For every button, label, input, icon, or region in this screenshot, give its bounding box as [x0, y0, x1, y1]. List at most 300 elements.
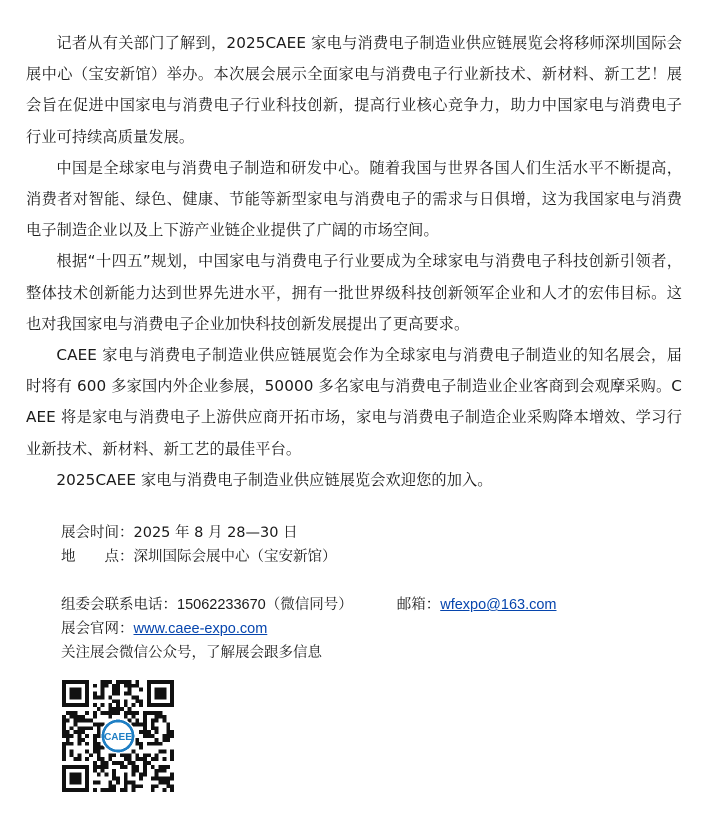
- qr-module: [139, 773, 143, 777]
- qr-module: [166, 726, 170, 730]
- qr-module: [62, 750, 66, 754]
- qr-module: [116, 707, 120, 711]
- qr-module: [77, 742, 81, 746]
- qr-module: [147, 761, 151, 765]
- qr-module: [93, 684, 97, 688]
- qr-module: [101, 680, 105, 684]
- qr-module: [85, 726, 89, 730]
- qr-module: [85, 757, 89, 761]
- qr-module: [116, 703, 120, 707]
- qr-module: [170, 750, 174, 754]
- qr-module: [159, 777, 163, 781]
- qr-module: [135, 684, 139, 688]
- qr-module: [135, 680, 139, 684]
- qr-module: [135, 719, 139, 723]
- qr-module: [101, 761, 105, 765]
- qr-module: [97, 746, 101, 750]
- qr-module: [124, 684, 128, 688]
- qr-module: [70, 742, 74, 746]
- qr-module: [166, 738, 170, 742]
- qr-module: [124, 715, 128, 719]
- qr-module: [155, 730, 159, 734]
- qr-module: [77, 719, 81, 723]
- qr-module: [166, 730, 170, 734]
- qr-module: [151, 788, 155, 792]
- qr-module: [62, 757, 66, 761]
- qr-module: [132, 684, 136, 688]
- qr-module: [70, 726, 74, 730]
- qr-module: [151, 742, 155, 746]
- qr-module: [116, 780, 120, 784]
- qr-module: [166, 777, 170, 781]
- qr-module: [166, 765, 170, 769]
- qr-module: [143, 719, 147, 723]
- qr-module: [132, 780, 136, 784]
- qr-module: [135, 765, 139, 769]
- qr-module: [74, 711, 78, 715]
- qr-module: [139, 777, 143, 781]
- qr-module: [66, 711, 70, 715]
- qr-module: [66, 730, 70, 734]
- qr-module: [155, 757, 159, 761]
- qr-module: [124, 753, 128, 757]
- qr-module: [112, 688, 116, 692]
- qr-module: [62, 753, 66, 757]
- qr-module: [70, 753, 74, 757]
- event-time: [61, 521, 682, 545]
- qr-module: [120, 753, 124, 757]
- qr-module: [89, 719, 93, 723]
- qr-module: [143, 753, 147, 757]
- phone-note: （微信同号）: [265, 597, 353, 614]
- qr-module: [77, 715, 81, 719]
- qr-module: [128, 780, 132, 784]
- qr-module: [135, 753, 139, 757]
- qr-module: [85, 742, 89, 746]
- qr-finder-top-right: [147, 680, 174, 707]
- qr-module: [155, 742, 159, 746]
- qr-module: [93, 695, 97, 699]
- qr-module: [97, 695, 101, 699]
- qr-module: [108, 757, 112, 761]
- qr-module: [93, 765, 97, 769]
- qr-module: [81, 730, 85, 734]
- qr-module: [93, 742, 97, 746]
- qr-module: [62, 719, 66, 723]
- qr-module: [124, 784, 128, 788]
- email-link[interactable]: wfexpo@163.com: [440, 597, 557, 614]
- qr-module: [93, 750, 97, 754]
- qr-module: [62, 742, 66, 746]
- qr-module: [135, 769, 139, 773]
- qr-module: [132, 788, 136, 792]
- qr-module: [128, 711, 132, 715]
- qr-module: [97, 753, 101, 757]
- email-label: 邮箱：: [396, 597, 441, 614]
- qr-module: [162, 769, 166, 773]
- qr-module: [155, 711, 159, 715]
- qr-module: [151, 726, 155, 730]
- qr-module: [70, 711, 74, 715]
- qr-module: [85, 750, 89, 754]
- qr-module: [101, 711, 105, 715]
- qr-module: [147, 711, 151, 715]
- qr-module: [120, 765, 124, 769]
- qr-module: [155, 784, 159, 788]
- qr-module: [162, 780, 166, 784]
- qr-module: [62, 734, 66, 738]
- qr-module: [170, 753, 174, 757]
- qr-finder-top-left: [62, 680, 89, 707]
- qr-module: [143, 757, 147, 761]
- qr-module: [143, 726, 147, 730]
- qr-module: [93, 692, 97, 696]
- qr-module: [97, 730, 101, 734]
- qr-module: [162, 757, 166, 761]
- qr-module: [101, 684, 105, 688]
- qr-module: [112, 692, 116, 696]
- qr-module: [108, 753, 112, 757]
- qr-module: [112, 761, 116, 765]
- qr-module: [166, 780, 170, 784]
- qr-module: [124, 680, 128, 684]
- qr-module: [62, 715, 66, 719]
- qr-module: [97, 734, 101, 738]
- qr-module: [93, 788, 97, 792]
- qr-module: [162, 734, 166, 738]
- qr-module: [104, 765, 108, 769]
- qr-module: [132, 715, 136, 719]
- qr-module: [132, 765, 136, 769]
- qr-module: [120, 680, 124, 684]
- qr-module: [147, 753, 151, 757]
- spacer: [26, 569, 682, 593]
- site-label: 展会官网：: [61, 621, 134, 638]
- qr-module: [155, 726, 159, 730]
- qr-module: [112, 784, 116, 788]
- qr-module: [70, 734, 74, 738]
- qr-module: [139, 757, 143, 761]
- qr-module: [155, 769, 159, 773]
- qr-module: [112, 769, 116, 773]
- qr-module: [155, 773, 159, 777]
- qr-module: [166, 722, 170, 726]
- qr-module: [70, 750, 74, 754]
- qr-module: [112, 773, 116, 777]
- qr-module: [139, 742, 143, 746]
- qr-module: [62, 722, 66, 726]
- qr-module: [97, 726, 101, 730]
- qr-module: [97, 742, 101, 746]
- qr-module: [81, 738, 85, 742]
- qr-module: [77, 738, 81, 742]
- qr-module: [89, 753, 93, 757]
- qr-module: [128, 688, 132, 692]
- qr-module: [132, 769, 136, 773]
- qr-module: [66, 738, 70, 742]
- qr-module: [162, 765, 166, 769]
- qr-module: [112, 684, 116, 688]
- qr-module: [135, 699, 139, 703]
- qr-module: [108, 707, 112, 711]
- phone-number: 15062233670: [177, 597, 266, 614]
- qr-module: [128, 707, 132, 711]
- qr-module: [124, 692, 128, 696]
- qr-module: [170, 773, 174, 777]
- qr-module: [143, 773, 147, 777]
- qr-module: [97, 750, 101, 754]
- qr-module: [143, 715, 147, 719]
- qr-module: [162, 788, 166, 792]
- event-place: [61, 545, 682, 569]
- qr-module: [101, 695, 105, 699]
- qr-module: [62, 746, 66, 750]
- qr-module: [85, 719, 89, 723]
- qr-module: [135, 738, 139, 742]
- qr-module: [139, 699, 143, 703]
- qr-module: [162, 715, 166, 719]
- qr-module: [155, 715, 159, 719]
- qr-module: [159, 711, 163, 715]
- qr-module: [147, 734, 151, 738]
- qr-module: [108, 788, 112, 792]
- qr-module: [116, 684, 120, 688]
- qr-module: [62, 730, 66, 734]
- qr-module: [139, 703, 143, 707]
- qr-module: [108, 695, 112, 699]
- paragraph-china-center: 中国是全球家电与消费电子制造和研发中心。随着我国与世界各国人们生活水平不断提高，消费者对智能、绿色、健康、节能等新型家电与消费电子的需求与日俱增，这为我国家电与消费电子制造企业以及上下游产业链企业提供了广阔的市场空间。: [26, 158, 682, 240]
- qr-module: [74, 719, 78, 723]
- qr-module: [132, 703, 136, 707]
- qr-module: [93, 711, 97, 715]
- qr-module: [166, 784, 170, 788]
- qr-module: [135, 742, 139, 746]
- qr-module: [132, 773, 136, 777]
- qr-module: [128, 761, 132, 765]
- qr-module: [139, 784, 143, 788]
- qr-module: [151, 711, 155, 715]
- qr-module: [143, 734, 147, 738]
- wechat-qr-code: [62, 680, 174, 792]
- qr-module: [151, 734, 155, 738]
- qr-module: [81, 715, 85, 719]
- qr-module: [93, 715, 97, 719]
- qr-module: [147, 742, 151, 746]
- qr-module: [151, 777, 155, 781]
- qr-module: [116, 761, 120, 765]
- qr-module: [93, 761, 97, 765]
- qr-module: [124, 765, 128, 769]
- qr-module: [124, 780, 128, 784]
- qr-module: [104, 788, 108, 792]
- qr-module: [143, 769, 147, 773]
- event-time-label: 展会时间：: [61, 525, 134, 542]
- qr-module: [108, 784, 112, 788]
- qr-module: [97, 765, 101, 769]
- qr-module: [128, 680, 132, 684]
- qr-module: [85, 711, 89, 715]
- event-place-label: 地 点：: [61, 549, 134, 566]
- qr-module: [62, 726, 66, 730]
- qr-module: [77, 757, 81, 761]
- qr-module: [135, 784, 139, 788]
- contact-phone-line: [61, 593, 682, 617]
- paragraph-intro: 记者从有关部门了解到，2025CAEE 家电与消费电子制造业供应链展览会将移师深圳国际会展中心（宝安新馆）举办。本次展会展示全面家电与消费电子行业新技术、新材料、新工艺！展会旨在促进中国家电与消费电子行业科技创新，提高行业核心竞争力，助力中国家电与消费电子行业可持续高质量发展。: [26, 34, 682, 146]
- qr-module: [93, 734, 97, 738]
- qr-module: [93, 746, 97, 750]
- qr-module: [66, 719, 70, 723]
- qr-module: [97, 707, 101, 711]
- qr-module: [135, 711, 139, 715]
- qr-module: [112, 707, 116, 711]
- qr-module: [135, 695, 139, 699]
- qr-module: [139, 746, 143, 750]
- qr-module: [81, 719, 85, 723]
- qr-finder-bottom-left: [62, 765, 89, 792]
- qr-module: [155, 753, 159, 757]
- qr-module: [143, 765, 147, 769]
- qr-module: [132, 750, 136, 754]
- qr-module: [81, 726, 85, 730]
- qr-module: [101, 757, 105, 761]
- qr-module: [170, 777, 174, 781]
- qr-module: [104, 761, 108, 765]
- paragraph-five-year-plan: 根据“十四五”规划，中国家电与消费电子行业要成为全球家电与消费电子科技创新引领者，整体技术创新能力达到世界先进水平，拥有一批世界级科技创新领军企业和人才的宏伟目标。这也对我国家电与消费电子企业加快科技创新发展提出了更高要求。: [26, 252, 682, 333]
- qr-module: [132, 695, 136, 699]
- qr-module: [155, 738, 159, 742]
- qr-module: [112, 753, 116, 757]
- qr-module: [116, 699, 120, 703]
- qr-module: [116, 711, 120, 715]
- website-link[interactable]: www.caee-expo.com: [133, 621, 268, 638]
- qr-module: [104, 680, 108, 684]
- qr-module: [155, 719, 159, 723]
- qr-module: [124, 711, 128, 715]
- qr-module: [77, 753, 81, 757]
- qr-module: [132, 761, 136, 765]
- qr-module: [143, 730, 147, 734]
- paragraph-welcome: 2025CAEE 家电与消费电子制造业供应链展览会欢迎您的加入。: [56, 470, 493, 489]
- qr-module: [135, 757, 139, 761]
- qr-module: [120, 707, 124, 711]
- qr-module: [135, 722, 139, 726]
- qr-module: [116, 688, 120, 692]
- qr-module: [143, 711, 147, 715]
- qr-module: [97, 773, 101, 777]
- qr-module: [93, 703, 97, 707]
- qr-module: [128, 684, 132, 688]
- qr-module: [155, 777, 159, 781]
- qr-module: [120, 788, 124, 792]
- qr-module: [93, 738, 97, 742]
- qr-module: [116, 680, 120, 684]
- qr-module: [104, 684, 108, 688]
- qr-module: [162, 777, 166, 781]
- contact-site-line: [61, 617, 682, 641]
- qr-module: [139, 688, 143, 692]
- qr-module: [104, 773, 108, 777]
- qr-module: [159, 765, 163, 769]
- qr-module: [77, 730, 81, 734]
- qr-module: [139, 730, 143, 734]
- qr-module: [101, 769, 105, 773]
- qr-module: [93, 769, 97, 773]
- spacer: [26, 496, 682, 521]
- qr-module: [97, 780, 101, 784]
- qr-module: [124, 788, 128, 792]
- qr-module: [112, 777, 116, 781]
- qr-module: [151, 722, 155, 726]
- qr-module: [116, 692, 120, 696]
- qr-logo-text: CAEE: [104, 732, 132, 744]
- qr-module: [77, 734, 81, 738]
- qr-module: [97, 757, 101, 761]
- qr-module: [124, 757, 128, 761]
- phone-label: 组委会联系电话：: [61, 597, 177, 614]
- qr-module: [151, 784, 155, 788]
- wechat-note: 关注展会微信公众号，了解展会跟多信息: [61, 645, 322, 662]
- qr-module: [74, 730, 78, 734]
- document-body: [26, 28, 682, 665]
- qr-module: [151, 719, 155, 723]
- qr-module: [124, 703, 128, 707]
- qr-module: [66, 734, 70, 738]
- qr-module: [77, 726, 81, 730]
- qr-module: [116, 777, 120, 781]
- qr-module: [74, 757, 78, 761]
- qr-module: [170, 734, 174, 738]
- qr-module: [120, 761, 124, 765]
- qr-module: [70, 715, 74, 719]
- qr-module: [101, 765, 105, 769]
- qr-module: [74, 715, 78, 719]
- qr-module: [166, 734, 170, 738]
- qr-module: [112, 788, 116, 792]
- qr-module: [139, 722, 143, 726]
- qr-module: [97, 722, 101, 726]
- qr-module: [124, 773, 128, 777]
- qr-module: [66, 742, 70, 746]
- qr-module: [151, 765, 155, 769]
- event-time-value: 2025 年 8 月 28—30 日: [133, 525, 298, 542]
- qr-module: [74, 722, 78, 726]
- qr-module: [162, 719, 166, 723]
- qr-module: [108, 703, 112, 707]
- qr-module: [124, 777, 128, 781]
- qr-module: [170, 730, 174, 734]
- qr-module: [143, 722, 147, 726]
- qr-module: [108, 711, 112, 715]
- qr-module: [101, 692, 105, 696]
- qr-module: [162, 750, 166, 754]
- qr-module: [151, 757, 155, 761]
- qr-module: [159, 780, 163, 784]
- qr-module: [128, 692, 132, 696]
- qr-module: [104, 711, 108, 715]
- qr-module: [170, 757, 174, 761]
- qr-module: [101, 703, 105, 707]
- qr-module: [89, 726, 93, 730]
- qr-module: [128, 753, 132, 757]
- qr-module: [159, 715, 163, 719]
- qr-module: [108, 680, 112, 684]
- qr-module: [128, 757, 132, 761]
- qr-module: [170, 788, 174, 792]
- qr-module: [159, 742, 163, 746]
- qr-module: [93, 780, 97, 784]
- qr-module: [112, 711, 116, 715]
- email-block: [397, 593, 557, 617]
